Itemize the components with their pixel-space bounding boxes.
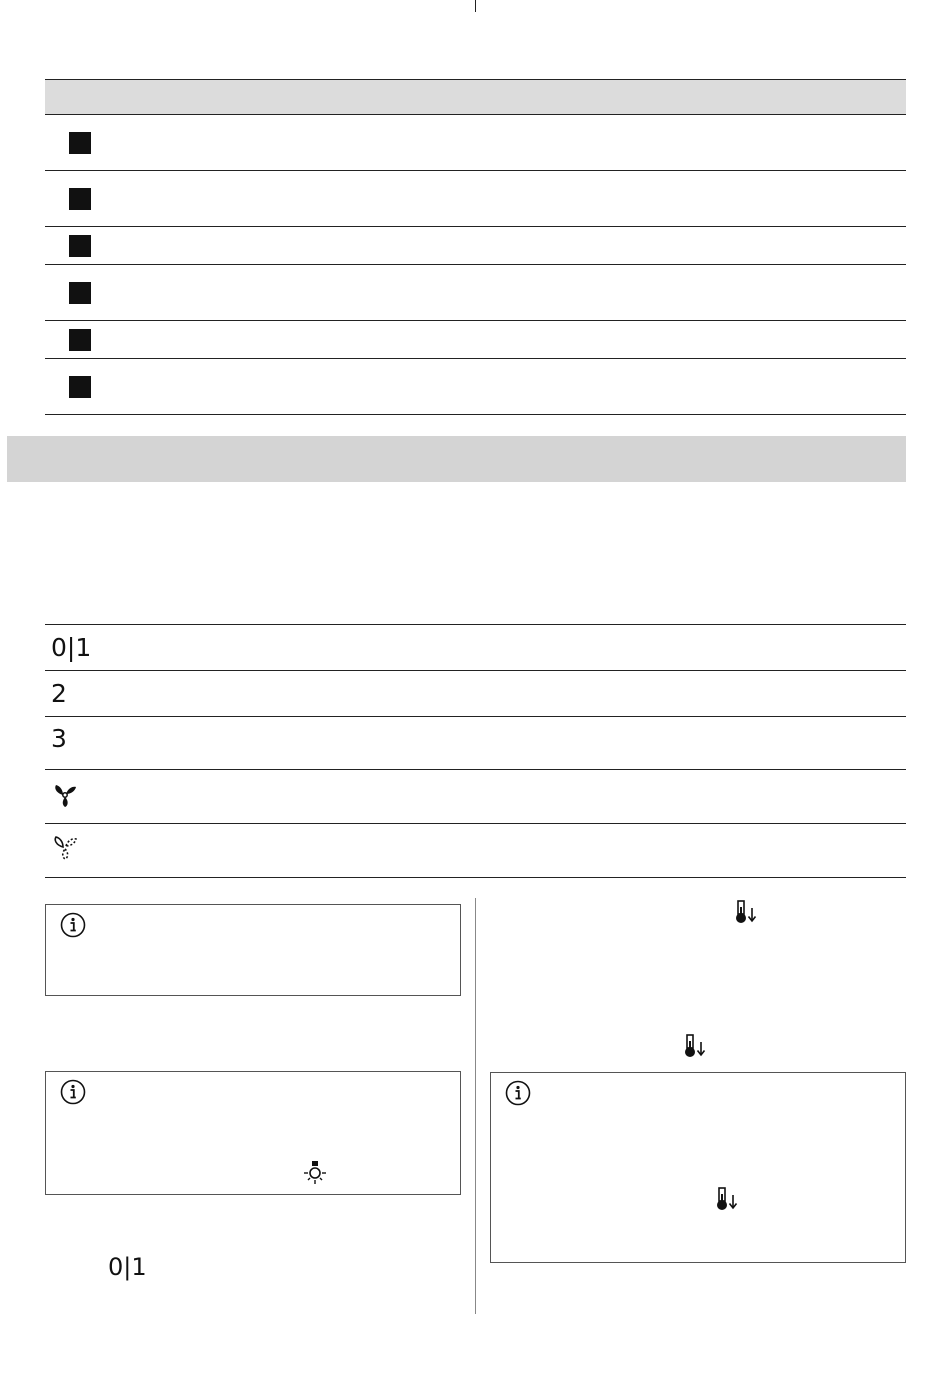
table-row — [45, 321, 906, 359]
light-bulb-icon — [302, 1160, 328, 1188]
table-header — [45, 79, 906, 115]
controls-table — [45, 624, 906, 878]
section-heading-band — [7, 436, 906, 482]
table-row — [45, 717, 906, 770]
info-box — [45, 1071, 461, 1195]
square-marker — [69, 132, 91, 154]
square-marker — [69, 188, 91, 210]
table-row — [45, 359, 906, 415]
components-table — [45, 79, 906, 415]
info-icon — [60, 1079, 86, 1105]
column-divider — [475, 898, 476, 1314]
table-row — [45, 625, 906, 671]
table-row — [45, 171, 906, 227]
table-row — [45, 265, 906, 321]
fan-outline-icon — [50, 832, 80, 862]
square-marker — [69, 235, 91, 257]
fan-icon — [50, 780, 80, 810]
info-box — [490, 1072, 906, 1263]
on-off-symbol: 0|1 — [51, 633, 92, 662]
table-row — [45, 115, 906, 171]
table-row — [45, 227, 906, 265]
table-row — [45, 770, 906, 824]
thermometer-down-icon — [715, 1186, 741, 1212]
thermometer-down-icon — [683, 1033, 709, 1059]
square-marker — [69, 376, 91, 398]
info-icon — [60, 912, 86, 938]
on-off-symbol: 0|1 — [108, 1253, 147, 1281]
table-row — [45, 671, 906, 717]
speed-2-symbol: 2 — [51, 679, 67, 708]
table-row — [45, 824, 906, 878]
speed-3-symbol: 3 — [51, 724, 67, 753]
square-marker — [69, 329, 91, 351]
top-crop-mark — [475, 0, 476, 12]
info-icon — [505, 1080, 531, 1106]
square-marker — [69, 282, 91, 304]
thermometer-down-icon — [734, 899, 760, 925]
info-box — [45, 904, 461, 996]
